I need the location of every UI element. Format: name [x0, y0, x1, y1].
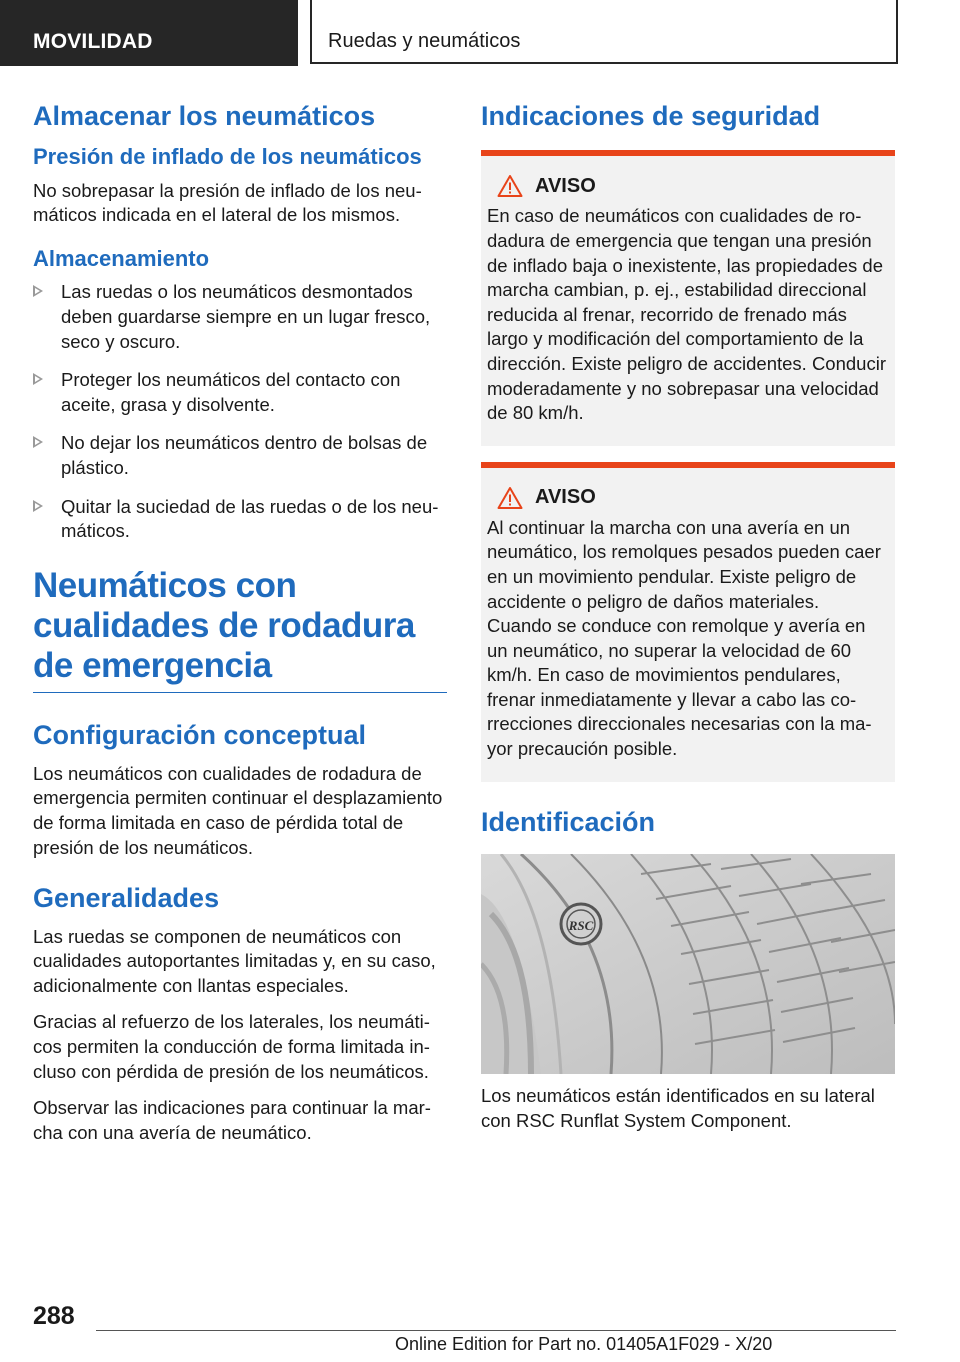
- warning-triangle-icon: [497, 174, 523, 198]
- list-item: [33, 280, 447, 354]
- list-item-text: Quitar la suciedad de las ruedas o de los neumáticos.: [61, 495, 439, 542]
- list-item: [33, 431, 447, 480]
- general-heading: Generalidades: [33, 883, 220, 914]
- page-number: 288: [33, 1302, 75, 1330]
- header-chapter-tab: [310, 0, 898, 64]
- warning-text: Al continuar la marcha con una avería en un neumático, los remolques pesados pueden caer en un movimiento pendular. Existe peligro de accidente o peligro de daños materiales. Cuando se conduce con remolque y avería en un neumático, no superar la velocidad de 60 km/h. En caso de movimientos pendulares, frenar inmediatamente y llevar a cabo las correcciones direccionales necesarias con la mayor precaución posible.: [487, 516, 881, 760]
- general-paragraph-1: Las ruedas se componen de neumáticos con cualidades autoportantes limitadas y, en su caso, adicionalmente con llantas especiales.: [33, 925, 436, 996]
- concept-paragraph: Los neumáticos con cualidades de rodadura de emergencia permiten continuar el desplazamiento de forma limitada en caso de pérdida total de presión de los neumáticos.: [33, 762, 443, 858]
- list-item: [33, 368, 447, 417]
- right-column: [481, 100, 895, 1145]
- warning-header: [497, 174, 889, 198]
- warning-header: [497, 486, 889, 510]
- warning-label: AVISO: [535, 486, 596, 509]
- header-section-tab: [0, 0, 298, 66]
- header-chapter-label: Ruedas y neumáticos: [328, 30, 521, 52]
- pressure-heading: Presión de inflado de los neumáticos: [33, 144, 422, 170]
- list-item-text: Proteger los neumáticos del contacto con aceite, grasa y disolvente.: [61, 369, 401, 415]
- warning-box-1: [481, 150, 895, 445]
- rsc-mark: RSC: [568, 918, 594, 934]
- runflat-heading: Neumáticos con cualidades de rodadura de emergencia: [33, 566, 447, 694]
- bullet-triangle-icon: [33, 436, 43, 448]
- tire-illustration: [481, 854, 895, 1074]
- safety-heading: Indicaciones de seguridad: [481, 101, 821, 131]
- footer-divider: [96, 1330, 896, 1331]
- concept-heading: Configuración conceptual: [33, 720, 367, 751]
- general-paragraph-2: Gracias al refuerzo de los laterales, los neumáticos permiten la conducción de forma limitada incluso con pérdida de presión de los neumáticos.: [33, 1011, 430, 1082]
- warning-label: AVISO: [535, 174, 596, 197]
- identification-caption: Los neumáticos están identificados en su lateral con RSC Runflat System Component.: [481, 1085, 875, 1131]
- storage-list: [33, 280, 447, 543]
- bullet-triangle-icon: [33, 500, 43, 512]
- list-item: [33, 495, 447, 544]
- identification-heading: Identificación: [481, 806, 656, 837]
- bullet-triangle-icon: [33, 285, 43, 297]
- header-section-label: MOVILIDAD: [33, 30, 153, 53]
- warning-box-2: [481, 462, 895, 782]
- footer-edition: Online Edition for Part no. 01405A1F029 - X/20: [395, 1334, 773, 1354]
- storage-heading: Almacenamiento: [33, 245, 210, 271]
- list-item-text: Las ruedas o los neumáticos desmontados deben guardarse siempre en un lugar fresco, seco y oscuro.: [61, 281, 431, 352]
- list-item-text: No dejar los neumáticos dentro de bolsas de plástico.: [61, 432, 428, 478]
- pressure-paragraph: No sobrepasar la presión de inflado de los neumáticos indicada en el lateral de los mismos.: [33, 179, 422, 226]
- left-column: [33, 100, 447, 1157]
- store-tires-heading: Almacenar los neumáticos: [33, 101, 376, 131]
- bullet-triangle-icon: [33, 373, 43, 385]
- warning-text: En caso de neumáticos con cualidades de rodadura de emergencia que tengan una presión de inflado baja o inexistente, las propiedades de marcha cambian, p. ej., estabilidad direccional reducida al frenar, recorrido de frenado más largo y modificación del comportamiento de la dirección. Existe peligro de accidentes. Conducir moderadamente y no sobrepasar una velocidad de 80 km/h.: [487, 205, 886, 424]
- general-paragraph-3: Observar las indicaciones para continuar la marcha con una avería de neumático.: [33, 1097, 431, 1143]
- warning-triangle-icon: [497, 486, 523, 510]
